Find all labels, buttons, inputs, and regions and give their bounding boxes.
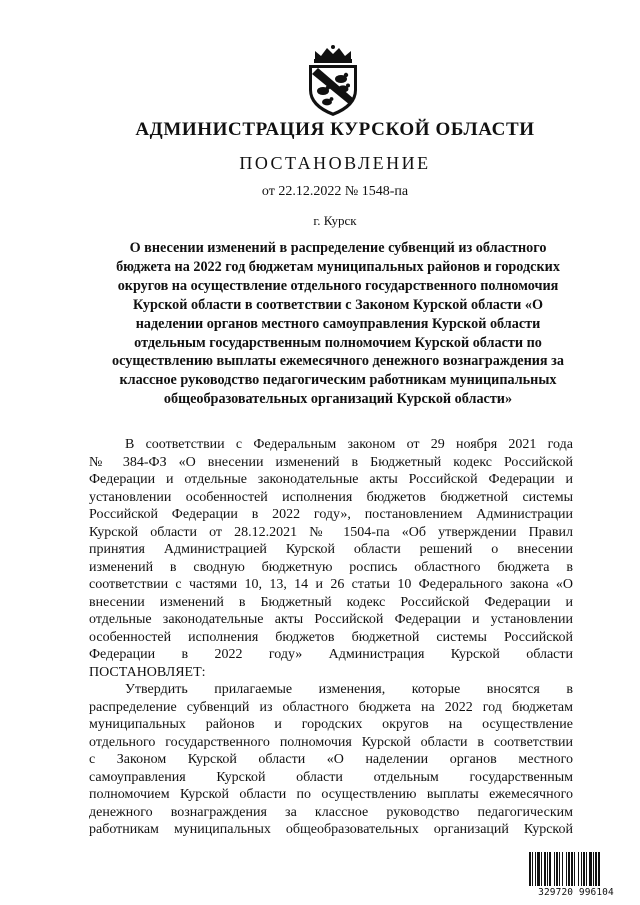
barcode-icon [528,852,624,886]
subject-line: осуществлению выплаты ежемесячного денежного вознаграждения за [112,353,564,370]
barcode-bar [537,852,540,886]
subject-line: наделении органов местного самоуправления Курской области [135,315,541,332]
barcode-bar [566,852,567,886]
body-line: работникам муниципальных общеобразовательных организаций Курской [89,822,573,837]
barcode-bar [544,852,546,886]
subject-line: общеобразовательных организаций Курской области» [163,391,513,408]
barcode-bar [571,852,573,886]
document-date-number: от 22.12.2022 № 1548-па [261,184,409,199]
body-line: отдельные законодательные акты Российской Федерации и установлении [89,612,573,627]
barcode-bar [562,852,563,886]
body-line: В соответствии с Федеральным законом от 29 ноября 2021 года [125,437,573,452]
coat-of-arms-icon [301,44,365,118]
barcode-bar [556,852,558,886]
barcode-bar [547,852,548,886]
body-line: внесении изменений в Бюджетный кодекс Российской Федерации и [89,594,573,610]
body-line: Федерации в 2022 году» Администрация Курской области [89,647,573,662]
barcode-bar [541,852,542,886]
barcode-bar [554,852,555,886]
body-line: соответствии с частями 10, 13, 14 и 26 статьи 10 Федерального закона «О [89,577,573,592]
barcode-bar [586,852,587,886]
body-line: самоуправления Курской области отдельным государственным [89,769,573,785]
body-line: Утвердить прилагаемые изменения, которые вносятся в [125,682,573,697]
barcode-bar [583,852,585,886]
barcode [528,852,624,900]
body-line: Российской Федерации в 2022 году», постановлением Администрации [89,507,573,522]
barcode-bar [568,852,570,886]
subject-line: классное руководство педагогическим работникам муниципальных [119,372,557,389]
body-line: с Законом Курской области «О наделении органов местного [89,752,573,767]
body-line: денежного вознаграждения за классное руководство педагогическим [89,804,573,820]
body-line: полномочием Курской области по осуществлению выплаты ежемесячного [89,787,573,802]
barcode-bar [595,852,597,886]
subject-line: округов на осуществление отдельного государственного полномочия [117,277,559,294]
subject-line: О внесении изменений в распределение субвенций из областного [129,240,547,256]
body-line: Курской области от 28.12.2021 № 1504-па «Об утверждении Правил [89,524,573,540]
document-city: г. Курск [313,213,357,228]
barcode-bar [578,852,579,886]
body-line: установлении особенностей исполнения бюджетов бюджетной системы [89,489,573,505]
body-line: особенностей исполнения бюджетов бюджетной системы Российской [89,629,573,645]
barcode-bar [593,852,594,886]
document-body [89,436,573,839]
body-line: № 384-ФЗ «О внесении изменений в Бюджетный кодекс Российской [89,454,573,470]
body-line: муниципальных районов и городских округов на осуществление [89,717,573,732]
subject-line: отдельным государственным полномочием Курской области по [134,334,542,351]
barcode-number: 329720 996104 [538,887,614,898]
barcode-bar [535,852,536,886]
subject-line: бюджета на 2022 год бюджетам муниципальных районов и городских [116,258,560,275]
barcode-bar [589,852,592,886]
barcode-bar [598,852,600,886]
resolution-keyword: ПОСТАНОВЛЯЕТ: [89,664,206,680]
barcode-bar [549,852,551,886]
barcode-bar [574,852,575,886]
barcode-bar [559,852,560,886]
document-type: ПОСТАНОВЛЕНИЕ [239,153,431,173]
subject-line: Курской области в соответствии с Законом Курской области «О [132,296,544,313]
organization-name: АДМИНИСТРАЦИЯ КУРСКОЙ ОБЛАСТИ [135,119,535,140]
body-line: распределение субвенций из областного бюджета на 2022 год бюджетам [89,699,573,715]
barcode-bar [581,852,582,886]
body-line: отдельного государственного полномочия Курской области в соответствии [89,734,573,750]
barcode-bar [532,852,533,886]
barcode-bar [529,852,531,886]
body-line: принятия Администрацией Курской области решений о внесении [89,542,573,557]
document-subject [84,239,592,409]
body-line: изменений в сводную бюджетную роспись областного бюджета в [89,559,573,575]
body-line: Федерации и отдельные законодательные акты Российской Федерации и [89,472,573,487]
